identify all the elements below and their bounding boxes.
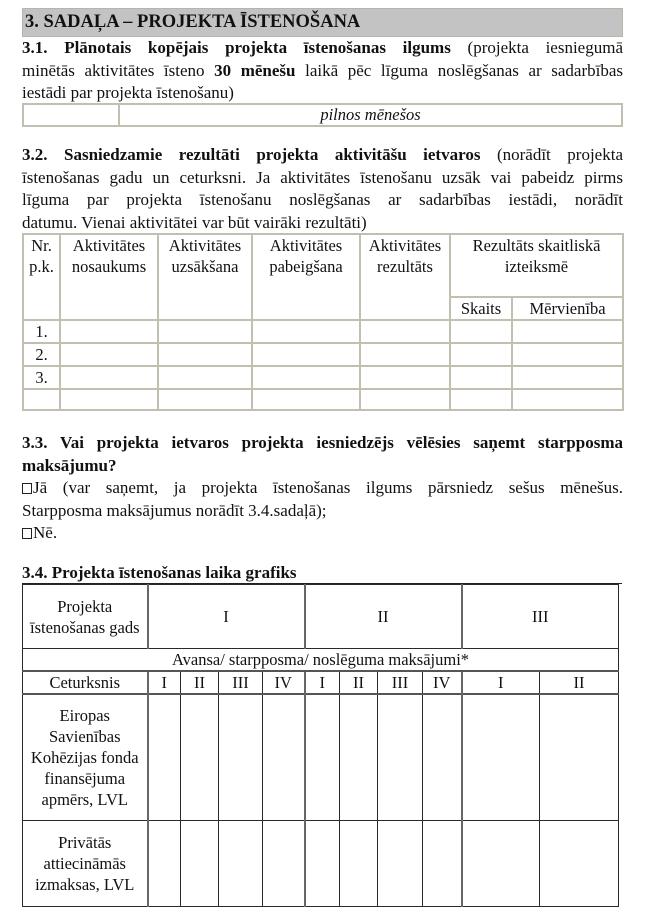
s33-question-line1: 3.3. Vai projekta ietvaros projekta iesniedzējs vēlēsies saņemt starpposma <box>22 433 623 452</box>
quarter-header: IV <box>423 671 462 694</box>
quarter-header: I <box>148 671 181 694</box>
cell-activity-name[interactable] <box>60 343 158 366</box>
schedule-table <box>22 584 619 907</box>
header-activity-end: Aktivitātes pabeigšana <box>252 234 360 320</box>
cell-amount[interactable] <box>305 694 340 820</box>
s32-line2: īstenošanas gadu un ceturksni. Ja aktivitātes īstenošanu uzsāk vai pabeidz pirms <box>22 167 623 187</box>
cell-amount[interactable] <box>219 820 263 906</box>
header-numeric-result: Rezultāts skaitliskā izteiksmē <box>450 234 623 297</box>
section-title: 3. SADAĻA – PROJEKTA ĪSTENOŠANA <box>25 12 361 32</box>
section-header <box>22 8 623 37</box>
cell-activity-end[interactable] <box>252 320 360 343</box>
table-row <box>23 320 623 343</box>
header-count: Skaits <box>450 297 512 320</box>
cell-activity-end[interactable] <box>252 389 360 410</box>
cell-unit[interactable] <box>512 320 623 343</box>
s32-line1-rest: (norādīt projekta <box>496 145 623 164</box>
row-nr: 2. <box>23 343 60 366</box>
no-option-label: Nē. <box>33 523 58 542</box>
section-3-2-description <box>22 144 623 234</box>
duration-table <box>22 103 623 127</box>
cell-activity-result[interactable] <box>360 343 450 366</box>
results-table <box>22 233 624 411</box>
cell-amount[interactable] <box>423 820 462 906</box>
s31-line2a: minētās aktivitātes īsteno <box>22 60 205 80</box>
header-activity-name: Aktivitātes nosaukums <box>60 234 158 320</box>
s31-duration-months: 30 mēnešu <box>214 60 296 80</box>
table-row <box>23 366 623 389</box>
cell-activity-end[interactable] <box>252 343 360 366</box>
year-label: Projekta īstenošanas gads <box>23 585 148 649</box>
cell-activity-name[interactable] <box>60 320 158 343</box>
quarter-header: I <box>462 671 540 694</box>
s32-title: Sasniedzamie rezultāti projekta aktivitāšu ietvaros <box>64 145 481 164</box>
yes-option-label: Jā (var saņemt, ja projekta īstenošanas ilgums pārsniedz sešus mēnešus. <box>33 478 623 497</box>
s32-line4: datumu. Vienai aktivitātei var būt vairāki rezultāti) <box>22 212 367 232</box>
row-nr <box>23 389 60 410</box>
row-label-private-costs: Privātās attiecināmās izmaksas, LVL <box>23 820 148 906</box>
table-row <box>23 820 619 906</box>
s31-line1-rest: (projekta iesniegumā <box>467 38 623 57</box>
quarter-header: II <box>540 671 619 694</box>
cell-activity-start[interactable] <box>158 343 252 366</box>
duration-input[interactable] <box>23 104 119 126</box>
cell-amount[interactable] <box>378 694 423 820</box>
cell-amount[interactable] <box>378 820 423 906</box>
year-3: III <box>462 585 619 649</box>
cell-activity-start[interactable] <box>158 320 252 343</box>
cell-amount[interactable] <box>263 694 305 820</box>
cell-amount[interactable] <box>540 694 619 820</box>
row-nr: 1. <box>23 320 60 343</box>
quarter-header: II <box>181 671 219 694</box>
cell-unit[interactable] <box>512 343 623 366</box>
cell-amount[interactable] <box>305 820 340 906</box>
table-row <box>23 694 619 820</box>
cell-unit[interactable] <box>512 366 623 389</box>
cell-activity-name[interactable] <box>60 389 158 410</box>
s32-number: 3.2. <box>22 145 48 164</box>
cell-amount[interactable] <box>263 820 305 906</box>
cell-amount[interactable] <box>540 820 619 906</box>
cell-amount[interactable] <box>219 694 263 820</box>
cell-amount[interactable] <box>340 694 378 820</box>
cell-unit[interactable] <box>512 389 623 410</box>
section-3-3 <box>22 432 623 545</box>
quarter-header: IV <box>263 671 305 694</box>
header-activity-start: Aktivitātes uzsākšana <box>158 234 252 320</box>
cell-amount[interactable] <box>340 820 378 906</box>
s31-number: 3.1. <box>22 38 48 57</box>
cell-count[interactable] <box>450 320 512 343</box>
cell-amount[interactable] <box>148 820 181 906</box>
cell-activity-result[interactable] <box>360 366 450 389</box>
cell-amount[interactable] <box>462 694 540 820</box>
cell-amount[interactable] <box>181 820 219 906</box>
cell-count[interactable] <box>450 343 512 366</box>
s31-line2b: laikā pēc līguma noslēgšanas ar sadarbības <box>305 60 624 80</box>
cell-activity-name[interactable] <box>60 366 158 389</box>
yes-option-label-cont: Starpposma maksājumus norādīt 3.4.sadaļā); <box>22 500 327 520</box>
table-row <box>23 343 623 366</box>
section-3-1-description <box>22 37 623 105</box>
s33-question-line2: maksājumu? <box>22 455 117 475</box>
quarter-header: III <box>219 671 263 694</box>
quarter-header: II <box>340 671 378 694</box>
s31-line3: iestādi par projekta īstenošanu) <box>22 83 234 102</box>
header-unit: Mērvienība <box>512 297 623 320</box>
duration-unit-label: pilnos mēnešos <box>119 104 622 126</box>
cell-count[interactable] <box>450 389 512 410</box>
quarter-label: Ceturksnis <box>23 671 148 694</box>
cell-activity-end[interactable] <box>252 366 360 389</box>
payments-label: Avansa/ starpposma/ noslēguma maksājumi* <box>23 649 619 672</box>
cell-activity-start[interactable] <box>158 389 252 410</box>
s32-line3: līguma par projekta īstenošanu noslēgšanas ar sadarbības iestādi, norādīt <box>22 190 623 209</box>
cell-amount[interactable] <box>423 694 462 820</box>
row-label-cohesion-fund: Eiropas Savienības Kohēzijas fonda finansējuma apmērs, LVL <box>23 694 148 820</box>
quarter-header: III <box>378 671 423 694</box>
cell-activity-result[interactable] <box>360 320 450 343</box>
s31-title: Plānotais kopējais projekta īstenošanas ilgums <box>64 38 451 57</box>
cell-activity-result[interactable] <box>360 389 450 410</box>
header-activity-result: Aktivitātes rezultāts <box>360 234 450 320</box>
cell-activity-start[interactable] <box>158 366 252 389</box>
cell-amount[interactable] <box>148 694 181 820</box>
table-row <box>23 389 623 410</box>
s34-title: 3.4. Projekta īstenošanas laika grafiks <box>22 563 297 582</box>
no-checkbox[interactable] <box>22 528 32 539</box>
year-2: II <box>305 585 462 649</box>
row-nr: 3. <box>23 366 60 389</box>
header-nr: Nr. p.k. <box>23 234 60 320</box>
cell-count[interactable] <box>450 366 512 389</box>
cell-amount[interactable] <box>181 694 219 820</box>
cell-amount[interactable] <box>462 820 540 906</box>
yes-checkbox[interactable] <box>22 483 32 494</box>
year-1: I <box>148 585 305 649</box>
quarter-header: I <box>305 671 340 694</box>
